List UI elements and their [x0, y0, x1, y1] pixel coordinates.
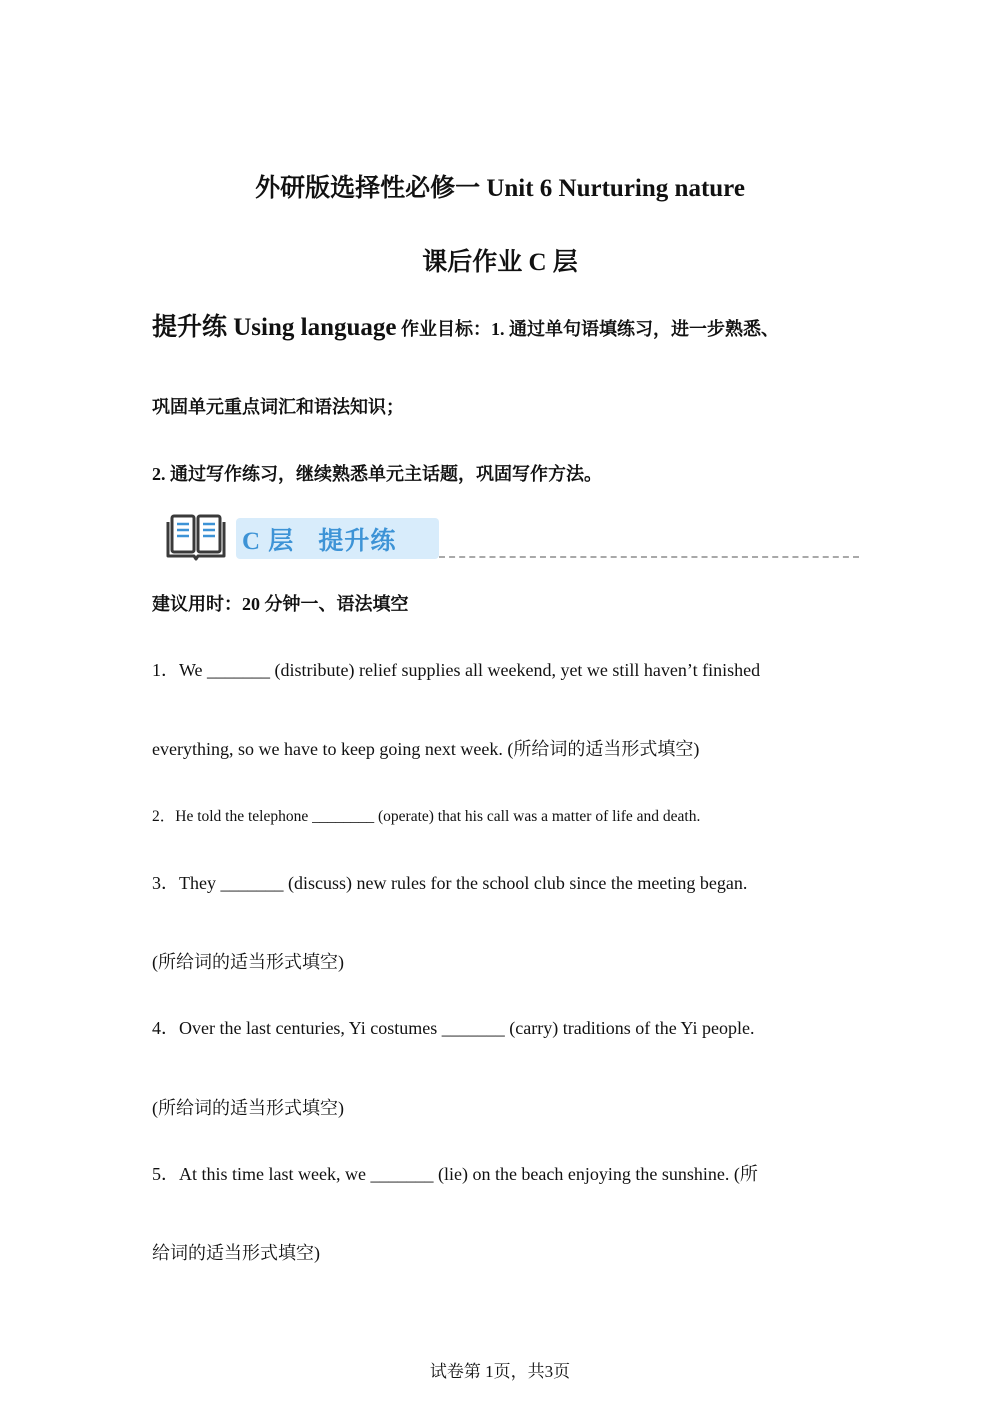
question-3-line-1: 3．They _______ (discuss) new rules for the school club since the meeting began. [152, 873, 748, 893]
section-heading [152, 313, 852, 344]
question-5-line-2: 给词的适当形式填空) [152, 1243, 320, 1263]
question-4-line-1: 4．Over the last centuries, Yi costumes _______ (carry) traditions of the Yi people. [152, 1018, 755, 1038]
question-1-line-1: 1．We _______ (distribute) relief supplies all weekend, yet we still haven’t finished [152, 660, 761, 680]
document-title: 外研版选择性必修一 Unit 6 Nurturing nature [255, 175, 745, 202]
goal-1-part1: 1. 通过单句语填练习，进一步熟悉、 [490, 319, 779, 339]
question-4-line-2: (所给词的适当形式填空) [152, 1098, 344, 1118]
question-1-line-2: everything, so we have to keep going next week. (所给词的适当形式填空) [152, 739, 700, 759]
book-icon [164, 512, 228, 562]
banner-layer: C 层 [242, 527, 295, 555]
question-5-line-1: 5．At this time last week, we _______ (lie) on the beach enjoying the sunshine. (所 [152, 1164, 758, 1184]
goal-1-part2: 巩固单元重点词汇和语法知识； [152, 397, 404, 417]
document-subtitle: 课后作业 C 层 [422, 249, 578, 276]
section-banner [236, 518, 439, 559]
question-2-line-1: 2．He told the telephone ________ (operate) that his call was a matter of life and death. [152, 808, 701, 825]
page-footer: 试卷第 1页，共3页 [429, 1362, 571, 1381]
section-name: 提升练 Using language [152, 314, 397, 341]
goal-2: 2. 通过写作练习，继续熟悉单元主话题，巩固写作方法。 [152, 464, 602, 484]
goal-label: 作业目标： [400, 319, 491, 339]
banner-divider [439, 556, 859, 558]
banner-label: 提升练 [318, 527, 397, 555]
suggested-time: 建议用时：20 分钟一、语法填空 [152, 594, 409, 614]
question-3-line-2: (所给词的适当形式填空) [152, 952, 344, 972]
